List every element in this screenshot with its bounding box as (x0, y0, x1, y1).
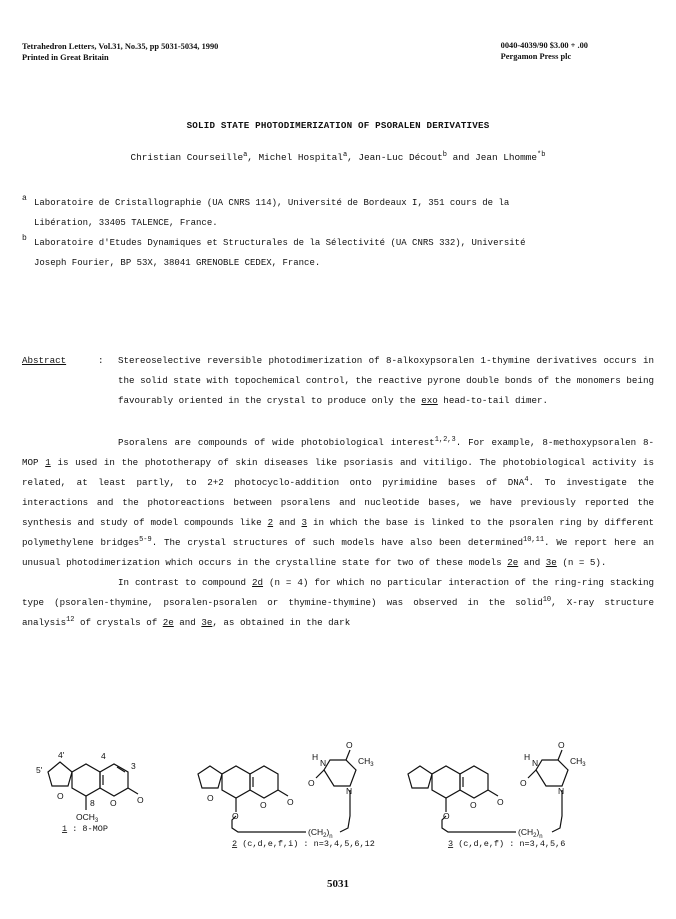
text-run: , X-ray structure analysis (22, 597, 654, 628)
abstract-body (118, 351, 654, 411)
journal-line: Tetrahedron Letters, Vol.31, No.35, pp 5031-5034, 1990 (22, 42, 219, 51)
atom-o: O (497, 797, 504, 807)
text-run: and (273, 517, 302, 528)
atom-o: O (232, 811, 239, 821)
compound-2-structure (198, 750, 356, 832)
author-name: Christian Courseille (130, 152, 244, 163)
chemical-scheme (0, 720, 676, 850)
publisher-info (501, 40, 588, 62)
text-run: . The crystal structures of such models have also been determined (151, 537, 524, 548)
atom-o: O (443, 811, 450, 821)
text-run: (n = 5). (556, 557, 607, 568)
compound-ref: 2d (252, 577, 264, 588)
atom-number: 3 (131, 761, 136, 771)
printed-line: Printed in Great Britain (22, 53, 109, 62)
compound-ref: 3e (545, 557, 557, 568)
reference-mark: 5-9 (139, 535, 152, 544)
text-run: (n = 4) for which no particular interaction of the ring-ring stacking type (psoralen-thymine, psoralen-psoralen or thymine-thymine) was observed in the solid (22, 577, 654, 608)
atom-o: O (260, 800, 267, 810)
atom-o: O (57, 791, 64, 801)
atom-o: O (137, 795, 144, 805)
atom-number: 5' (36, 765, 43, 775)
reference-mark: 10 (542, 595, 552, 604)
atom-n: N (346, 786, 353, 796)
atom-o: O (470, 800, 477, 810)
compound-2-caption: 2 (c,d,e,f,i) : n=3,4,5,6,12 (232, 839, 375, 849)
text-run: . We report here an unusual photodimerization which occurs in the crystalline state for two of these models (22, 537, 654, 568)
author-sep: , (347, 152, 359, 163)
atom-number: 8 (90, 798, 95, 808)
affiliation-mark: b (22, 234, 27, 243)
publisher-line: Pergamon Press plc (500, 52, 572, 61)
reference-mark: 10,11 (523, 535, 545, 544)
abstract-text: Stereoselective reversible photodimerization of 8-alkoxypsoralen 1-thymine derivatives occurs in the solid state with topochemical control, the reactive pyrone double bonds of the monomers being favourably oriented in the crystal to produce only the (118, 355, 654, 406)
compound-ref: 2 (267, 517, 274, 528)
compound-ref: 1 (45, 457, 51, 468)
affiliation-line: Joseph Fourier, BP 53X, 38041 GRENOBLE CEDEX, France. (34, 258, 321, 268)
compound-3-structure (408, 750, 568, 832)
atom-o: O (308, 778, 315, 788)
compound-ref: 2e (162, 617, 174, 628)
text-run: . For example, 8-methoxypsoralen 8-MOP (22, 437, 654, 468)
text-run: In contrast to compound (118, 577, 252, 588)
atom-number: 4 (101, 751, 106, 761)
text-run: is used in the phototherapy of skin diseases like psoriasis and vitiligo. The photobiological activity is related, at least partly, to 2+2 photocyclo-addition onto pyrimidine bases of DNA (22, 457, 654, 488)
author-mark: *b (537, 150, 546, 159)
atom-o: O (346, 740, 353, 750)
compound-3-caption: 3 (c,d,e,f) : n=3,4,5,6 (448, 839, 566, 849)
price-line: 0040-4039/90 $3.00 + .00 (500, 41, 588, 50)
atom-o: O (287, 797, 294, 807)
author-mark: b (442, 150, 447, 159)
text-run: . To investigate the interactions and the photoreactions between psoralens and nucleotide bases, we have previously reported the synthesis and study of model compounds like (22, 477, 654, 528)
paragraph-2 (22, 573, 654, 633)
affiliation-line: Libération, 33405 TALENCE, France. (34, 218, 218, 228)
reference-mark: 1,2,3 (434, 435, 456, 444)
affiliation-line: Laboratoire d'Etudes Dynamiques et Structurales de la Sélectivité (UA CNRS 332), Université (34, 238, 526, 248)
paper-title: SOLID STATE PHOTODIMERIZATION OF PSORALEN DERIVATIVES (186, 120, 490, 131)
methyl-label: $CH_3$ (358, 756, 374, 768)
text-run: and (518, 557, 546, 568)
abstract (22, 351, 654, 411)
affiliation-a (22, 193, 652, 233)
atom-o: O (110, 798, 117, 808)
author-name: Jean Lhomme (475, 152, 538, 163)
author-mark: a (243, 150, 248, 159)
atom-number: 4' (58, 750, 65, 760)
atom-n: N (532, 758, 539, 768)
text-run: and (173, 617, 202, 628)
compound-1-caption: 1 : 8-MOP (62, 824, 108, 834)
affiliation-b (22, 233, 652, 273)
bridge-label: $(CH_2)_n$ (308, 827, 333, 840)
abstract-exo: exo (421, 395, 438, 406)
text-run: in which the base is linked to the psoralen ring by different polymethylene bridges (22, 517, 654, 548)
author-sep: and (447, 152, 476, 163)
author-mark: a (342, 150, 348, 159)
affiliation-line: Laboratoire de Cristallographie (UA CNRS 114), Université de Bordeaux I, 351 cours de la (34, 198, 510, 208)
methyl-label: $CH_3$ (570, 756, 586, 768)
atom-h: H (524, 752, 531, 762)
compound-ref: 2e (507, 557, 519, 568)
atom-h: H (312, 752, 319, 762)
atom-n: N (320, 758, 327, 768)
bridge-label: $(CH_2)_n$ (518, 827, 543, 840)
author-sep: , (247, 152, 259, 163)
text-run: of crystals of (74, 617, 163, 628)
atom-o: O (207, 793, 214, 803)
body-text (22, 433, 654, 633)
abstract-label: Abstract (22, 355, 67, 366)
affiliation-mark: a (22, 194, 27, 203)
paragraph-1 (22, 433, 654, 573)
text-run: Psoralens are compounds of wide photobiological interest (118, 437, 435, 448)
author-name: Jean-Luc Décout (358, 152, 443, 163)
abstract-colon: : (98, 355, 104, 366)
reference-mark: 12 (66, 615, 75, 624)
methoxy-label: $OCH_3$ (76, 812, 99, 824)
atom-o: O (558, 740, 565, 750)
text-run: , as obtained in the dark (212, 617, 351, 628)
reference-mark: 4 (524, 475, 529, 484)
author-name: Michel Hospital (258, 152, 343, 163)
author-list (0, 152, 676, 163)
page-number: 5031 (327, 878, 349, 890)
abstract-text-end: head-to-tail dimer. (437, 395, 549, 406)
atom-o: O (520, 778, 527, 788)
atom-n: N (558, 786, 565, 796)
journal-citation (22, 41, 218, 63)
compound-ref: 3 (301, 517, 308, 528)
compound-ref: 3e (201, 617, 213, 628)
